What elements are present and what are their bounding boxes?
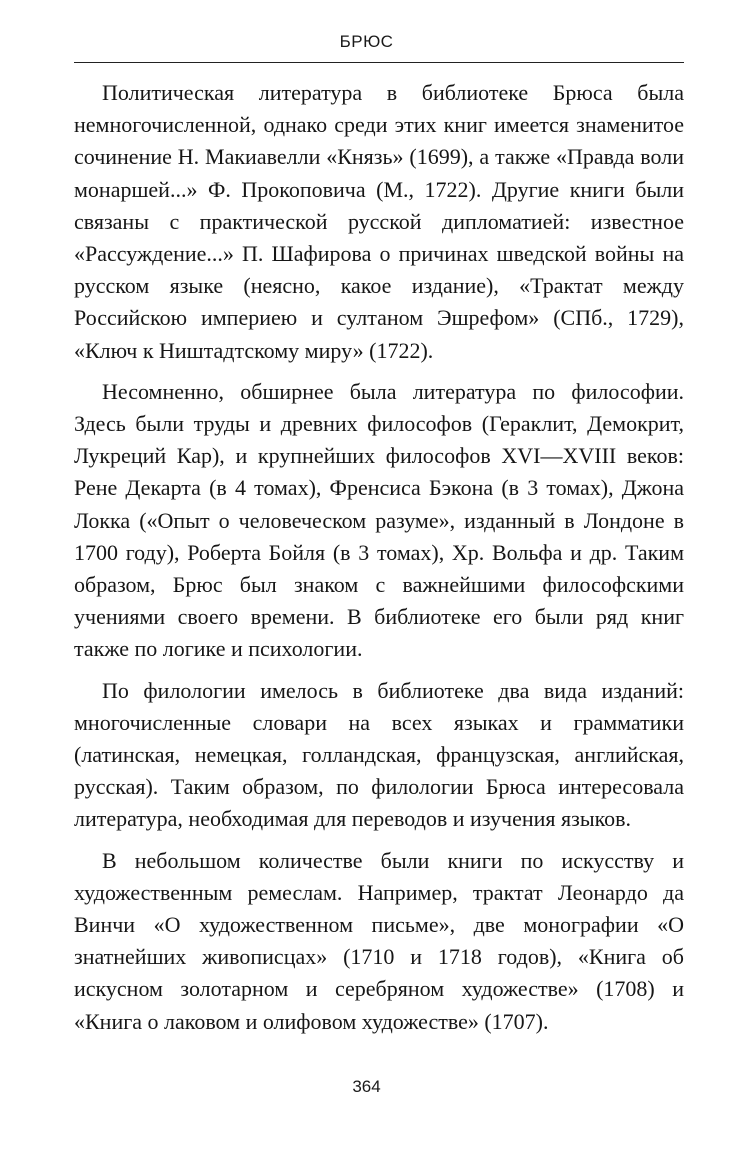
header-rule (74, 62, 684, 63)
paragraph-philosophy: Несомненно, обширнее была литература по философии. Здесь были труды и древних философов (Гераклит, Демокрит, Лукреций Кар), и крупнейших философов XVI—XVIII веков: Рене Декарта (в 4 томах), Френсиса Бэкона (в 3 томах), Джона Локка («Опыт о человеческом разуме», изданный в Лондоне в 1700 году), Роберта Бойля (в 3 томах), Хр. Вольфа и др. Таким образом, Брюс был знаком с важнейшими философскими учениями своего времени. В библиотеке его были ряд книг также по логике и психологии. (74, 378, 684, 662)
paragraph-arts: В небольшом количестве были книги по искусству и художественным ремеслам. Например, трактат Леонардо да Винчи «О художественном письме», две монографии «О знатнейших живописцах» (1710 и 1718 годов), «Книга об искусном золотарном и серебряном художестве» (1708) и «Книга о лаковом и олифовом художестве» (1707). (74, 847, 684, 1034)
running-title: БРЮС (339, 32, 394, 51)
paragraph-political-literature: Политическая литература в библиотеке Брюса была немногочисленной, однако среди этих книг имеется знаменитое сочинение Н. Макиавелли «Князь» (1699), а также «Правда воли монаршей...» Ф. Прокоповича (М., 1722). Другие книги были связаны с практической русской дипломатией: известное «Рассуждение...» П. Шафирова о причинах шведской войны на русском языке (неясно, какое издание), «Трактат между Российскою империею и султаном Эшрефом» (СПб., 1729), «Ключ к Ништадтскому миру» (1722). (74, 80, 684, 363)
paragraph-philology: По филологии имелось в библиотеке два вида изданий: многочисленные словари на всех языках и грамматики (латинская, немецкая, голландская, французская, английская, русская). Таким образом, по филологии Брюса интересовала литература, необходимая для переводов и изучения языков. (74, 677, 684, 832)
body-text (74, 77, 684, 1038)
page-number: 364 (352, 1077, 381, 1096)
